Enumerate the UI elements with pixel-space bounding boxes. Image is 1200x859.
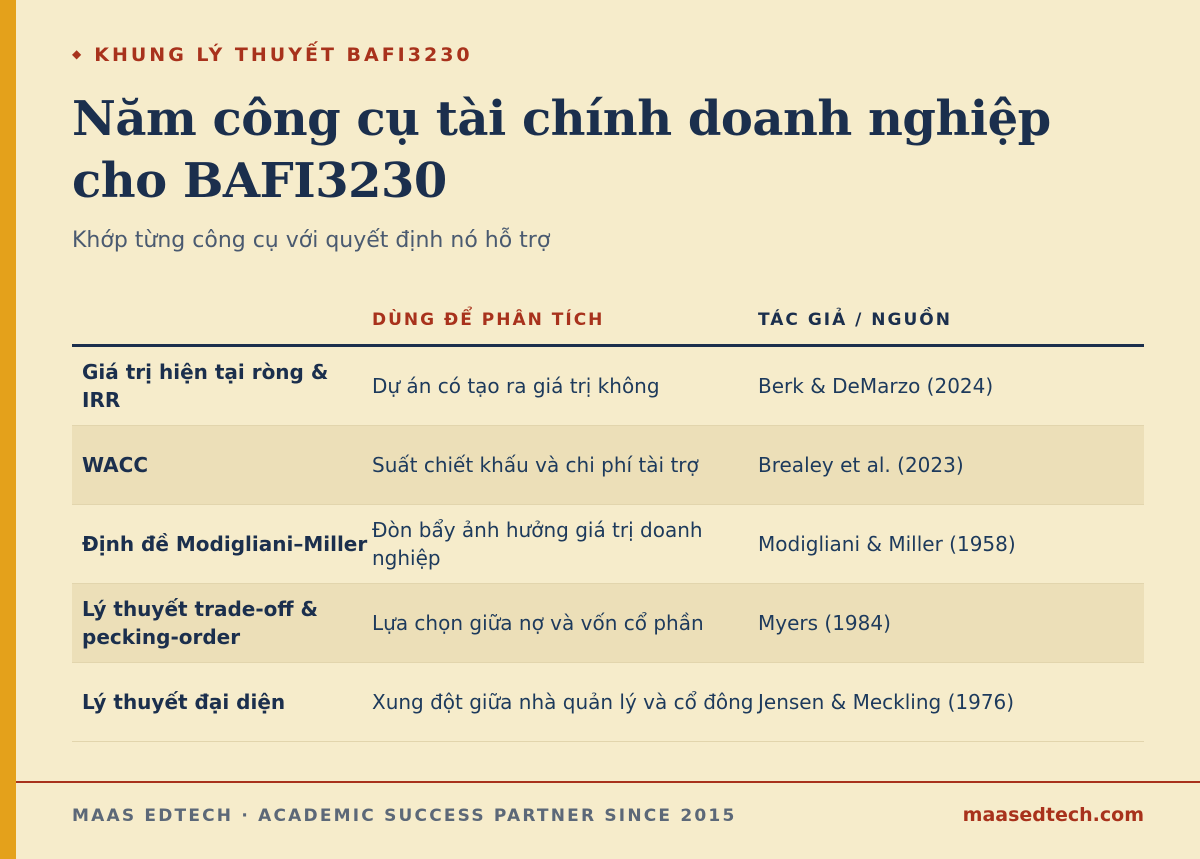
table-row bbox=[72, 663, 1144, 742]
tool-name: Lý thuyết trade-off & pecking-order bbox=[82, 597, 318, 649]
table-row bbox=[72, 426, 1144, 505]
left-accent-bar bbox=[0, 0, 16, 859]
tool-use: Xung đột giữa nhà quản lý và cổ đông bbox=[372, 690, 754, 714]
tool-use: Lựa chọn giữa nợ và vốn cổ phần bbox=[372, 611, 704, 635]
tool-source: Brealey et al. (2023) bbox=[758, 453, 964, 477]
tool-source: Berk & DeMarzo (2024) bbox=[758, 374, 994, 398]
table-row bbox=[72, 584, 1144, 663]
tools-table bbox=[72, 296, 1144, 742]
tool-source: Myers (1984) bbox=[758, 611, 891, 635]
tool-name: Định đề Modigliani–Miller bbox=[82, 532, 368, 556]
tool-use: Suất chiết khấu và chi phí tài trợ bbox=[372, 453, 699, 477]
footer-brand: MAAS EDTECH · ACADEMIC SUCCESS PARTNER SINCE 2015 bbox=[72, 806, 737, 826]
tool-source: Modigliani & Miller (1958) bbox=[758, 532, 1016, 556]
diamond-icon: ◆ bbox=[72, 46, 85, 61]
tool-use: Dự án có tạo ra giá trị không bbox=[372, 374, 660, 398]
tool-name: Lý thuyết đại diện bbox=[82, 690, 286, 714]
footer-website-link[interactable]: maasedtech.com bbox=[962, 804, 1144, 826]
table-header bbox=[72, 296, 1144, 347]
eyebrow-text: KHUNG LÝ THUYẾT BAFI3230 bbox=[94, 44, 473, 66]
tool-use: Đòn bẩy ảnh hưởng giá trị doanh nghiệp bbox=[372, 518, 703, 570]
tool-name: Giá trị hiện tại ròng & IRR bbox=[82, 360, 329, 412]
eyebrow-label bbox=[72, 44, 473, 66]
footer-divider bbox=[16, 781, 1200, 783]
header-use: DÙNG ĐỂ PHÂN TÍCH bbox=[372, 310, 605, 330]
tool-source: Jensen & Meckling (1976) bbox=[758, 690, 1015, 714]
page-title: Năm công cụ tài chính doanh nghiệp cho BAFI3230 bbox=[72, 91, 1051, 209]
header-source: TÁC GIẢ / NGUỒN bbox=[758, 310, 952, 330]
tool-name: WACC bbox=[82, 453, 148, 477]
table-row bbox=[72, 347, 1144, 426]
table-row bbox=[72, 505, 1144, 584]
page-subtitle: Khớp từng công cụ với quyết định nó hỗ trợ bbox=[72, 228, 551, 253]
